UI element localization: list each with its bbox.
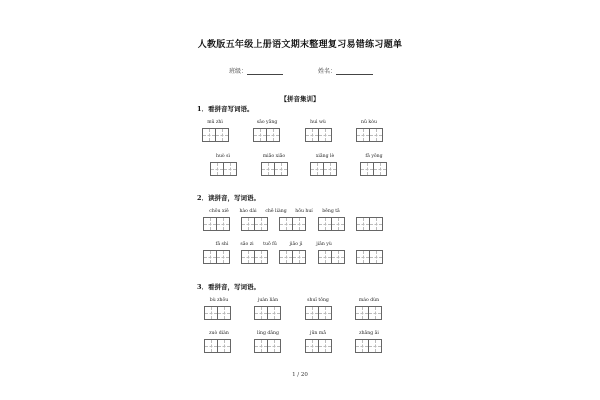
pinyin-label: juàn liàn [257, 298, 279, 303]
answer-box-group[interactable] [241, 217, 268, 231]
writing-cell[interactable] [216, 250, 230, 264]
writing-cell[interactable] [356, 217, 370, 231]
writing-cell[interactable] [369, 250, 383, 264]
writing-cell[interactable] [355, 339, 369, 353]
answer-box-group[interactable] [310, 162, 337, 176]
answer-box-group[interactable] [318, 250, 345, 264]
writing-cell[interactable] [318, 250, 332, 264]
pinyin-label: tuō fū [263, 242, 277, 247]
answer-box-group[interactable] [210, 162, 237, 176]
pinyin-label: sǎo zi [240, 242, 254, 247]
writing-cell[interactable] [318, 339, 332, 353]
answer-box-group[interactable] [241, 250, 268, 264]
answer-box-group[interactable] [318, 217, 345, 231]
pinyin-label: xiǎng lè [315, 154, 335, 159]
answer-box-group[interactable] [305, 339, 332, 353]
writing-cell[interactable] [356, 250, 370, 264]
section-title: 【拼音集训】 [280, 95, 320, 103]
writing-cell[interactable] [305, 128, 319, 142]
answer-box-group[interactable] [204, 339, 231, 353]
writing-cell[interactable] [369, 128, 383, 142]
writing-cell[interactable] [331, 250, 345, 264]
writing-cell[interactable] [261, 162, 275, 176]
writing-cell[interactable] [360, 162, 374, 176]
pinyin-label: huì wù [310, 120, 326, 125]
writing-cell[interactable] [203, 217, 217, 231]
writing-cell[interactable] [241, 217, 255, 231]
answer-box-group[interactable] [356, 128, 383, 142]
pinyin-label: zhāng āi [359, 331, 379, 336]
answer-box-group[interactable] [261, 162, 288, 176]
writing-cell[interactable] [292, 217, 306, 231]
question-2-heading: 2．读拼音，写词语。 [197, 194, 261, 202]
answer-box-group[interactable] [204, 306, 231, 320]
writing-cell[interactable] [267, 306, 281, 320]
writing-cell[interactable] [266, 128, 280, 142]
writing-cell[interactable] [203, 250, 217, 264]
writing-cell[interactable] [369, 217, 383, 231]
writing-cell[interactable] [305, 339, 319, 353]
document-title: 人教版五年级上册语文期末整理复习易错练习题单 [197, 40, 403, 50]
answer-box-group[interactable] [203, 250, 230, 264]
writing-cell[interactable] [253, 128, 267, 142]
writing-cell[interactable] [217, 339, 231, 353]
answer-box-group[interactable] [305, 128, 332, 142]
page-number: 1 / 20 [292, 372, 308, 378]
writing-cell[interactable] [318, 306, 332, 320]
writing-cell[interactable] [318, 217, 332, 231]
pinyin-label: chē liàng [265, 209, 287, 214]
writing-cell[interactable] [215, 128, 229, 142]
pinyin-label: chōu xiě [209, 209, 229, 214]
answer-box-group[interactable] [356, 217, 383, 231]
writing-cell[interactable] [254, 339, 268, 353]
answer-box-group[interactable] [279, 250, 306, 264]
writing-cell[interactable] [254, 250, 268, 264]
pinyin-label: huò sì [216, 154, 230, 159]
class-label: 班级： [229, 68, 248, 75]
writing-cell[interactable] [355, 306, 369, 320]
pinyin-label: fā yǒng [365, 154, 383, 159]
answer-box-group[interactable] [360, 162, 387, 176]
pinyin-label: fā shì [215, 242, 229, 247]
writing-cell[interactable] [310, 162, 324, 176]
answer-box-group[interactable] [254, 306, 281, 320]
class-field[interactable] [247, 66, 283, 75]
writing-cell[interactable] [356, 128, 370, 142]
pinyin-label: jiān yù [316, 242, 332, 247]
pinyin-label: shuǐ tǒng [307, 298, 329, 303]
pinyin-label: zuò diàn [209, 331, 229, 336]
writing-cell[interactable] [204, 306, 218, 320]
writing-cell[interactable] [204, 339, 218, 353]
writing-cell[interactable] [216, 217, 230, 231]
writing-cell[interactable] [254, 217, 268, 231]
writing-cell[interactable] [305, 306, 319, 320]
writing-cell[interactable] [210, 162, 224, 176]
writing-cell[interactable] [331, 217, 345, 231]
writing-cell[interactable] [368, 306, 382, 320]
answer-box-group[interactable] [253, 128, 280, 142]
answer-box-group[interactable] [355, 339, 382, 353]
pinyin-label: bēng tā [322, 209, 340, 214]
pinyin-label: líng dāng [257, 331, 279, 336]
writing-cell[interactable] [223, 162, 237, 176]
writing-cell[interactable] [373, 162, 387, 176]
pinyin-label: sāo yǎng [256, 120, 278, 125]
answer-box-group[interactable] [254, 339, 281, 353]
answer-box-group[interactable] [203, 217, 230, 231]
writing-cell[interactable] [318, 128, 332, 142]
writing-cell[interactable] [241, 250, 255, 264]
name-field[interactable] [336, 66, 373, 75]
writing-cell[interactable] [267, 339, 281, 353]
question-3-heading: 3．看拼音，写词语。 [197, 283, 261, 291]
pinyin-label: nǔ kòu [361, 120, 377, 125]
answer-box-group[interactable] [356, 250, 383, 264]
pinyin-label: jiāo jì [289, 242, 303, 247]
writing-cell[interactable] [292, 250, 306, 264]
pinyin-label: hōu huí [295, 209, 313, 214]
writing-cell[interactable] [274, 162, 288, 176]
writing-cell[interactable] [254, 306, 268, 320]
pinyin-label: miǎo xiǎo [262, 154, 286, 159]
writing-cell[interactable] [279, 217, 293, 231]
pinyin-label: máo dùn [358, 298, 380, 303]
pinyin-label: hào dài [239, 209, 257, 214]
writing-cell[interactable] [279, 250, 293, 264]
answer-box-group[interactable] [202, 128, 229, 142]
name-label: 姓名： [318, 68, 337, 75]
writing-cell[interactable] [368, 339, 382, 353]
pinyin-label: jūn mǎ [310, 331, 326, 336]
question-1-heading: 1．看拼音写词语。 [197, 105, 254, 113]
answer-box-group[interactable] [355, 306, 382, 320]
answer-box-group[interactable] [305, 306, 332, 320]
answer-box-group[interactable] [279, 217, 306, 231]
pinyin-label: bù zhōu [209, 298, 229, 303]
pinyin-label: mǔ zhì [207, 120, 223, 125]
writing-cell[interactable] [217, 306, 231, 320]
writing-cell[interactable] [202, 128, 216, 142]
writing-cell[interactable] [323, 162, 337, 176]
